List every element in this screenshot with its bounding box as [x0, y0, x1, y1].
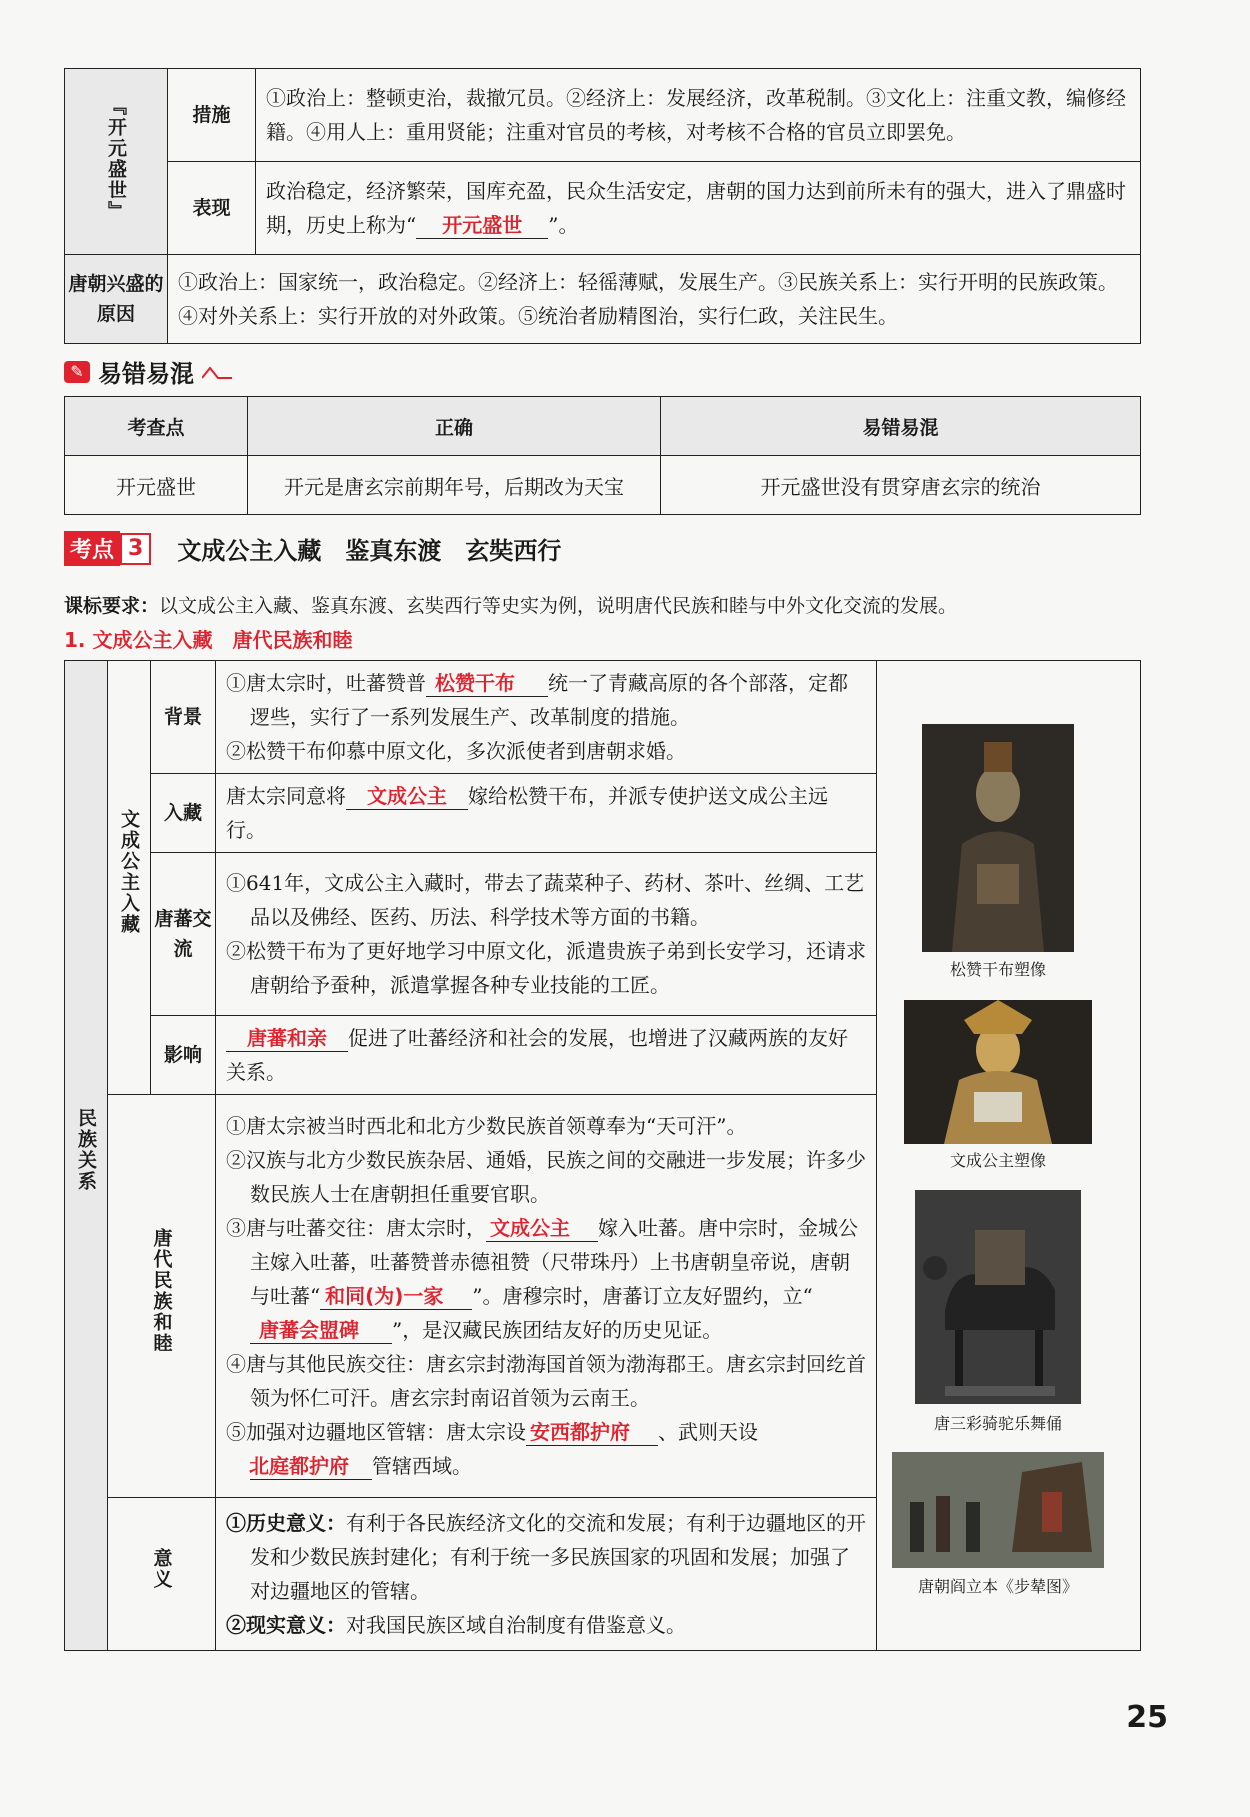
h3-blank2: 和同(为)一家	[320, 1283, 472, 1310]
bg-item-1	[226, 666, 866, 734]
h3d: ”，是汉藏民族团结友好的历史见证。	[392, 1318, 723, 1342]
jl-item-1: ①641年，文成公主入藏时，带去了蔬菜种子、药材、茶叶、丝绸、工艺品以及佛经、医药、历法、科学技术等方面的书籍。	[226, 871, 865, 929]
rz-b: 嫁给松赞干布，并派专使护送文成公主远行。	[226, 784, 828, 842]
bg-cell	[216, 661, 877, 774]
wave-icon	[202, 364, 232, 380]
harmony-cell	[216, 1095, 877, 1498]
h5-blank1: 安西都护府	[526, 1419, 658, 1446]
pencil-icon: ✎	[64, 361, 90, 383]
kaodian-header	[64, 531, 561, 566]
kaiyuan-table	[64, 68, 1141, 344]
bg-blank: 松赞干布	[426, 670, 548, 697]
bg-label: 背景	[151, 661, 216, 774]
harmony-item-2: ②汉族与北方少数民族杂居、通婚，民族之间的交融进一步发展；许多少数民族人士在唐朝担任重要官职。	[226, 1148, 866, 1206]
perf-label: 表现	[168, 162, 256, 255]
harmony-item-1: ①唐太宗被当时西北和北方少数民族首领尊奉为“天可汗”。	[226, 1114, 747, 1138]
reason-label	[65, 255, 168, 344]
yy1-label: ①历史意义：	[226, 1511, 346, 1535]
h3-blank3: 唐蕃会盟碑	[250, 1317, 392, 1344]
yy2-label: ②现实意义：	[226, 1613, 346, 1637]
yy2-text: 对我国民族区域自治制度有借鉴意义。	[346, 1613, 686, 1637]
h3-blank1: 文成公主	[486, 1215, 598, 1242]
rz-cell	[216, 774, 877, 853]
perf-cell	[256, 162, 1141, 255]
mistakes-table	[64, 396, 1141, 515]
mistakes-header-2: 易错易混	[661, 397, 1141, 456]
h5c: 管辖西域。	[372, 1454, 472, 1478]
mistakes-cell-2: 开元盛世没有贯穿唐玄宗的统治	[661, 456, 1141, 515]
harmony-item-4: ④唐与其他民族交往：唐玄宗封渤海国首领为渤海郡王。唐玄宗封回纥首领为怀仁可汗。唐玄宗封南诏首领为云南王。	[226, 1352, 866, 1410]
yy-item-2	[226, 1608, 866, 1642]
measures-label: 措施	[168, 69, 256, 162]
mistakes-cell-1: 开元是唐玄宗前期年号，后期改为天宝	[248, 456, 661, 515]
mistakes-title-text: 易错易混	[98, 360, 194, 388]
kaiyuan-label: 『开元盛世』	[105, 95, 127, 222]
harmony-item-5	[226, 1415, 866, 1483]
subsection-title: 1. 文成公主入藏 唐代民族和睦	[64, 628, 353, 652]
statue-photo	[922, 724, 1074, 952]
yy-label-cell	[108, 1498, 216, 1651]
group1-label: 文成公主入藏	[118, 809, 140, 935]
h5a: ⑤加强对边疆地区管辖：唐太宗设	[226, 1420, 526, 1444]
perf-text-a: 政治稳定，经济繁荣，国库充盈，民众生活安定，唐朝的国力达到前所未有的强大，进入了鼎盛时期，历史上称为“	[266, 179, 1126, 237]
photo-caption-1: 文成公主塑像	[949, 1151, 1046, 1170]
jl-label: 唐蕃交流	[154, 908, 212, 960]
outer-label-cell	[65, 661, 108, 1651]
yy-cell	[216, 1498, 877, 1651]
req-label: 课标要求：	[64, 595, 160, 617]
mistakes-header-1: 正确	[248, 397, 661, 456]
reason-text: ①政治上：国家统一，政治稳定。②经济上：轻徭薄赋，发展生产。③民族关系上：实行开明的民族政策。④对外关系上：实行开放的对外政策。⑤统治者励精图治，实行仁政，关注民生。	[168, 255, 1141, 344]
bg-item-2: ②松赞干布仰慕中原文化，多次派使者到唐朝求婚。	[226, 739, 686, 763]
req-text: 以文成公主入藏、鉴真东渡、玄奘西行等史实为例，说明唐代民族和睦与中外文化交流的发展。	[159, 595, 958, 617]
rz-blank: 文成公主	[346, 783, 468, 810]
yy-label: 意义	[150, 1547, 173, 1590]
jl-label-cell	[151, 853, 216, 1016]
outer-label: 民族关系	[75, 1108, 97, 1192]
yx-label: 影响	[151, 1016, 216, 1095]
curriculum-requirement	[64, 591, 957, 618]
reason-label-text: 唐朝兴盛的原因	[68, 273, 164, 325]
rz-label: 入藏	[151, 774, 216, 853]
yx-text: 促进了吐蕃经济和社会的发展，也增进了汉藏两族的友好关系。	[226, 1026, 848, 1084]
bg-1a: ①唐太宗时，吐蕃赞普	[226, 671, 426, 695]
yy1-text: 有利于各民族经济文化的交流和发展；有利于边疆地区的开发和少数民族封建化；有利于统一多民族国家的巩固和发展；加强了对边疆地区的管辖。	[250, 1511, 866, 1603]
group2-label: 唐代民族和睦	[150, 1227, 173, 1354]
measures-text: ①政治上：整顿吏治，裁撤冗员。②经济上：发展经济，改革税制。③文化上：注重文教，编修经籍。④用人上：重用贤能；注重对官员的考核，对考核不合格的官员立即罢免。	[256, 69, 1141, 162]
kaodian-number: 3	[120, 533, 151, 565]
kaodian-label: 考点	[64, 531, 120, 566]
jl-cell	[216, 853, 877, 1016]
harmony-item-3	[226, 1211, 866, 1347]
jl-item-2: ②松赞干布为了更好地学习中原文化，派遣贵族子弟到长安学习，还请求唐朝给予蚕种，派遣掌握各种专业技能的工匠。	[226, 939, 866, 997]
bg-1b: 统一了青藏高原的各个部落，定都逻些，实行了一系列发展生产、改革制度的措施。	[250, 671, 848, 729]
photo-caption-2: 唐三彩骑驼乐舞俑	[933, 1414, 1062, 1433]
h3b: 嫁入吐蕃。唐中宗时，金城公主嫁入吐蕃，吐蕃赞普赤德祖赞（尺带珠丹）上书唐朝皇帝说，唐朝与吐蕃“	[250, 1216, 858, 1308]
group2-label-cell	[108, 1095, 216, 1498]
photo-caption-0: 松赞干布塑像	[949, 960, 1046, 979]
yy-item-1	[226, 1506, 866, 1608]
mistakes-header-0: 考查点	[65, 397, 248, 456]
rz-a: 唐太宗同意将	[226, 784, 346, 808]
photo-caption-3: 唐朝阎立本《步辇图》	[917, 1577, 1078, 1596]
kaodian-title: 文成公主入藏 鉴真东渡 玄奘西行	[177, 536, 562, 565]
statue-photo	[904, 1000, 1092, 1144]
h5b: 、武则天设	[658, 1420, 758, 1444]
h3c: ”。唐穆宗时，唐蕃订立友好盟约，立“	[472, 1284, 813, 1308]
page-number: 25	[1126, 1700, 1168, 1735]
perf-blank: 开元盛世	[416, 212, 548, 239]
h3a: ③唐与吐蕃交往：唐太宗时，	[226, 1216, 486, 1240]
mistakes-cell-0: 开元盛世	[65, 456, 248, 515]
yx-blank: 唐蕃和亲	[226, 1025, 348, 1052]
painting-photo	[892, 1452, 1104, 1568]
group1-label-cell	[108, 661, 151, 1095]
yx-cell	[216, 1016, 877, 1095]
perf-text-b: ”。	[548, 213, 579, 237]
mistakes-title	[64, 354, 232, 389]
kaiyuan-label-cell	[65, 69, 168, 255]
camel-figurine-photo	[915, 1190, 1081, 1404]
h5-blank2: 北庭都护府	[250, 1453, 372, 1480]
